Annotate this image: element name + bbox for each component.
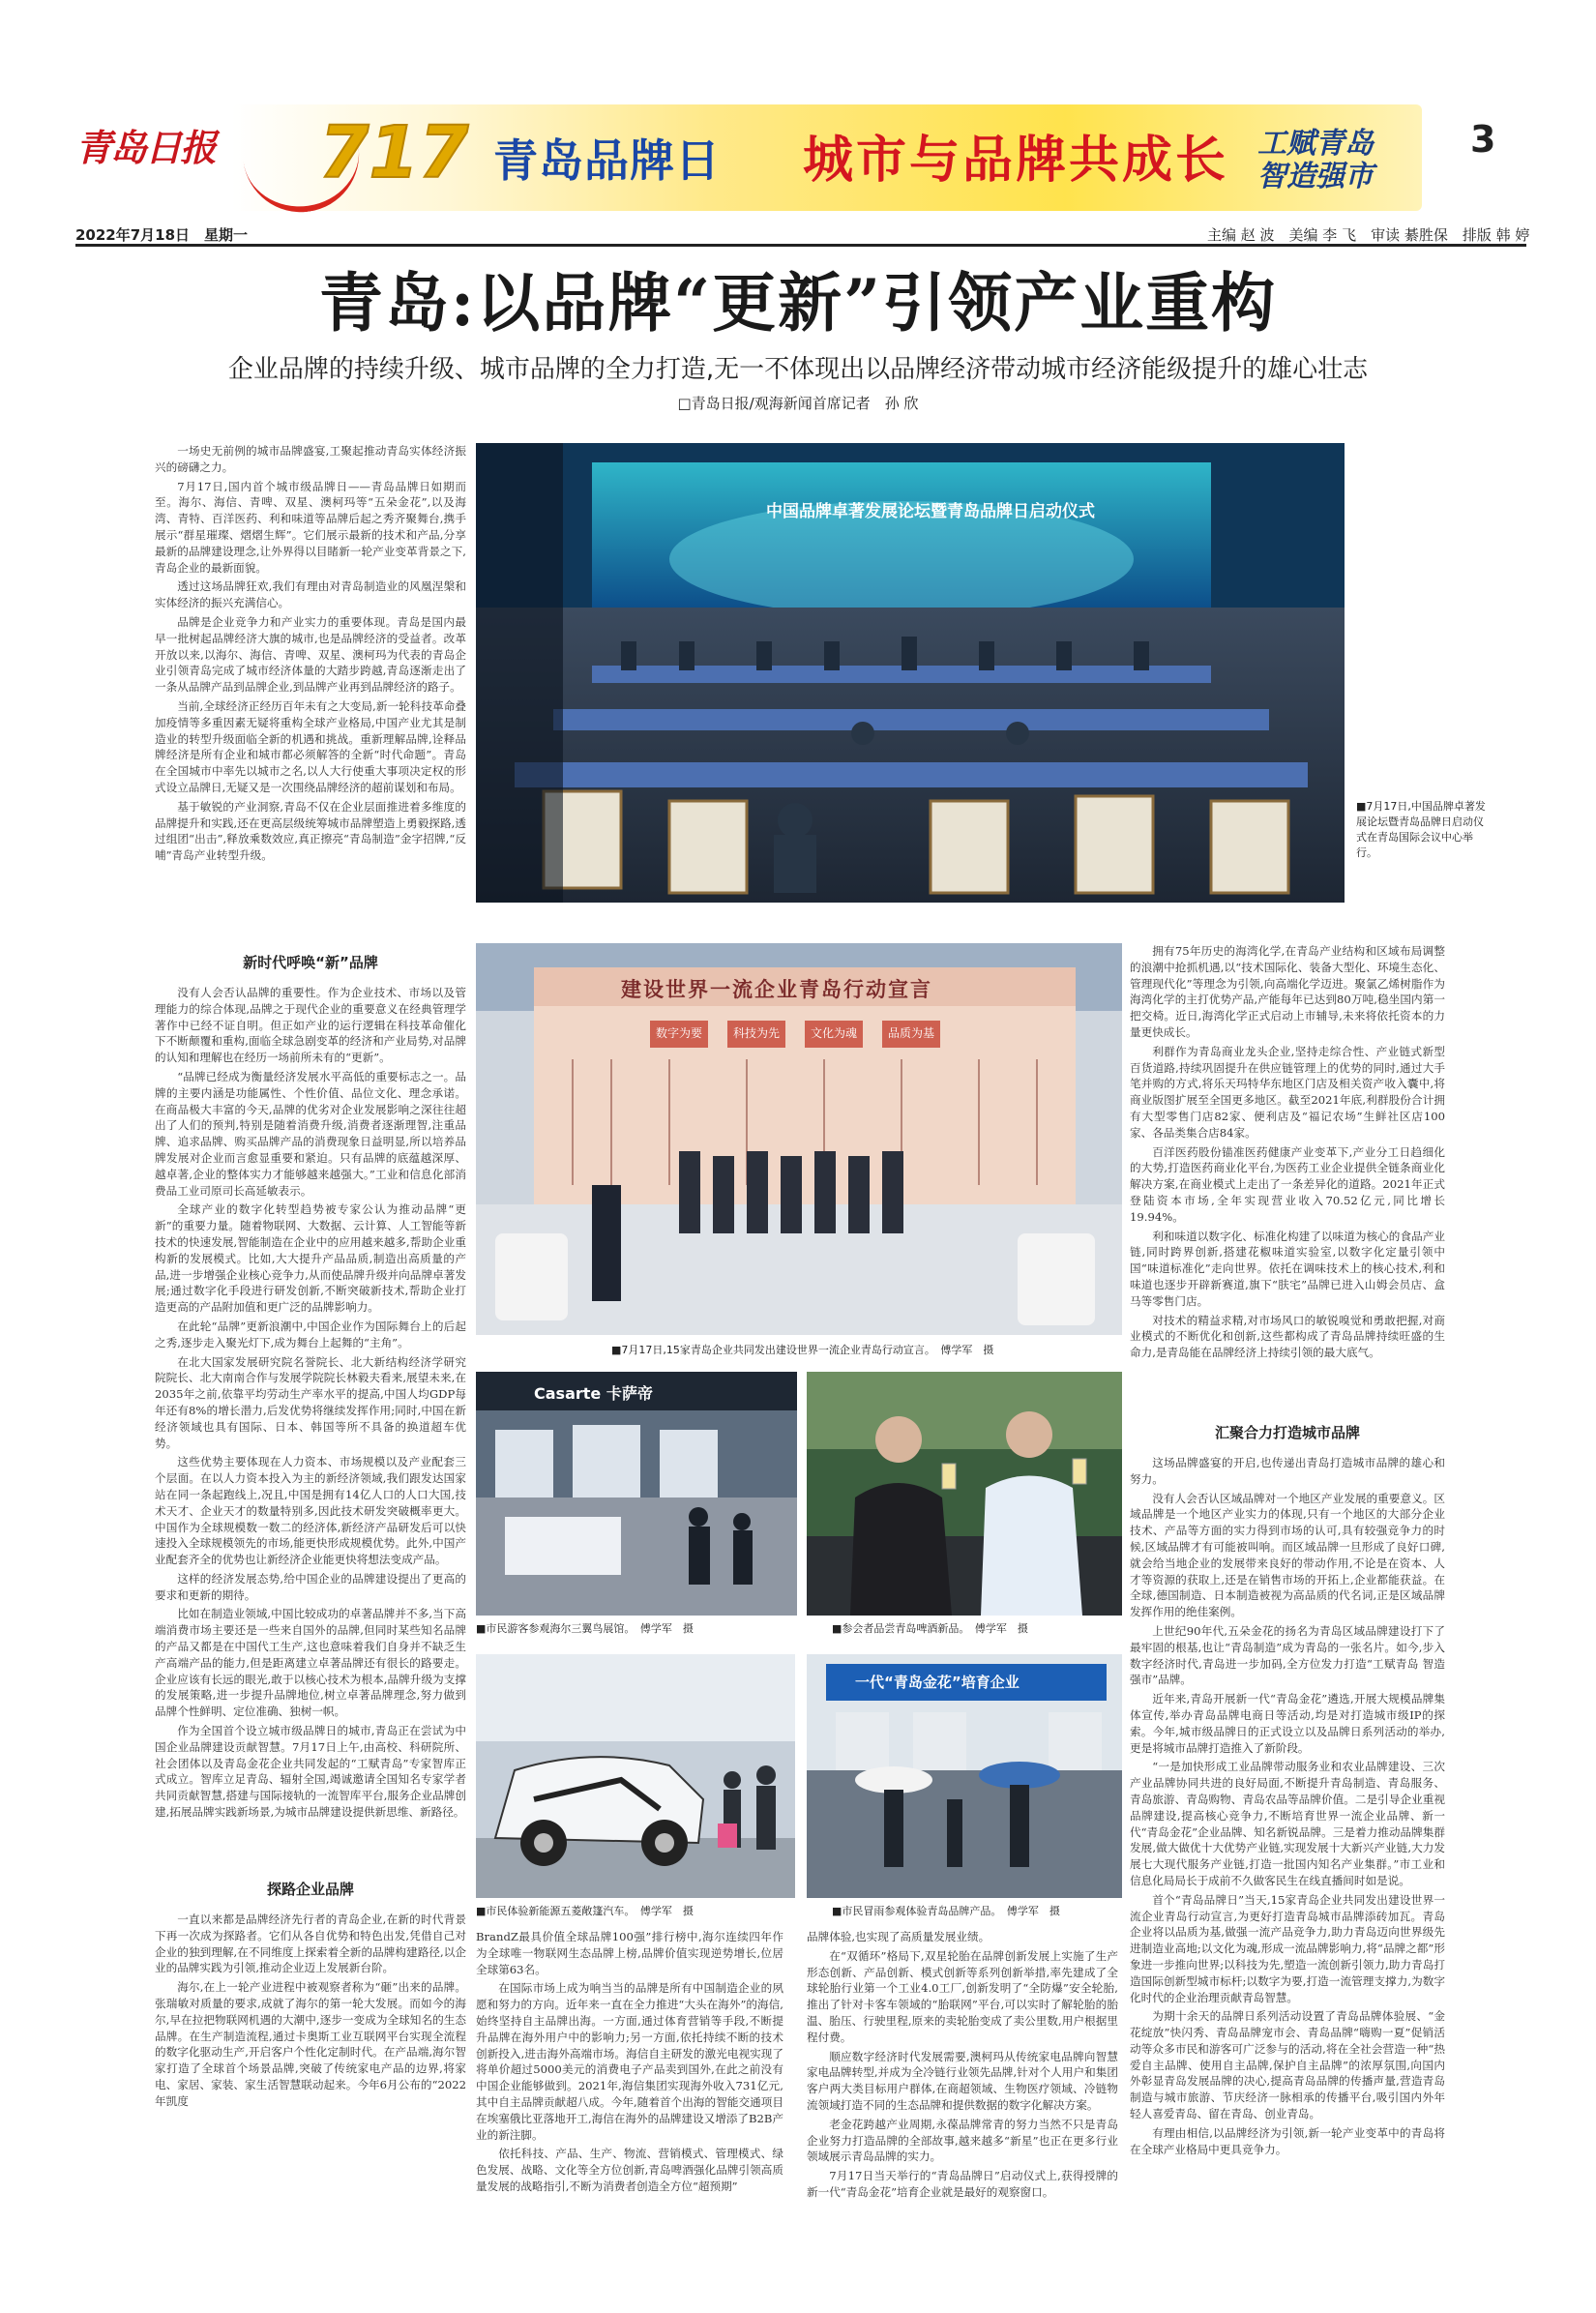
column-3-text: [807, 1929, 1118, 2258]
paragraph: 老金花跨越产业周期,永葆品牌常青的努力当然不只是青岛企业努力打造品牌的全部故事,越来越多“新星”也正在更多行业领域展示青岛品牌的实力。: [807, 2117, 1118, 2164]
paragraph: 依托科技、产品、生产、物流、营销模式、管理模式、绿色发展、战略、文化等全方位创新,青岛啤酒强化品牌引领高质量发展的战略指引,不断为消费者创造全方位“超预期”: [476, 2147, 783, 2193]
exhibition-sign: 一代“青岛金花”培育企业: [855, 1674, 1020, 1691]
column-4-text: [1130, 943, 1445, 1396]
photo-forum-ceremony: [476, 443, 1345, 903]
photo-caption: [611, 1343, 1114, 1358]
slogan-line-1: 工赋青岛: [1257, 127, 1374, 161]
paragraph: 在“双循环”格局下,双星轮胎在品牌创新发展上实施了生产形态创新、产品创新、模式创新等系列创新举措,率先建成了全球轮胎行业第一个工业4.0工厂,创新发明了“全防爆”安全轮胎,推出了针对卡客车领域的“胎联网”平台,可以实时了解轮胎的胎温、胎压、行驶里程,原来的卖轮胎变成了卖公里数,用户根据里程付费。: [807, 1948, 1118, 2044]
declaration-panel: 数字为要: [655, 1026, 702, 1040]
paragraph: 在国际市场上成为响当当的品牌是所有中国制造企业的夙愿和努力的方向。近年来一直在全力推进“大头在海外”的海信,始终坚持自主品牌出海。一方面,通过体育营销等手段,不断提升品牌在海外用户中的影响力;另一方面,依托持续不断的技术创新投入,进击海外高端市场。海信自主研发的激光电视实现了将单价超过5000美元的消费电子产品卖到国外,在此之前没有中国企业能够做到。2021年,海信集团实现海外收入731亿元,其中自主品牌贡献超八成。今年,随着首个出海的智能交通项目在埃塞俄比亚落地开工,海信在海外的品牌建设又增添了B2B产业的新注脚。: [476, 1981, 783, 2142]
photo-beer-tasting: [807, 1372, 1122, 1616]
caption-text: ■参会者品尝青岛啤酒新品。: [832, 1622, 964, 1635]
column-4-text-continued: [1130, 1455, 1445, 2260]
paragraph: 比如在制造业领域,中国比较成功的卓著品牌并不多,当下高端消费市场主要还是一些来自国外的品牌,但同时某些知名品牌的产品又都是在中国代工生产,这也意味着我们自身并不缺乏生产高端产品的能力,但是距离建立卓著品牌还有很长的路要走。企业应该有长远的眼光,敢于以核心技术为根本,品牌升级为支撑的发展策略,进一步提升品牌地位,树立卓著品牌理念,努力做到品牌个性鲜明、定位准确、独树一帜。: [155, 1607, 466, 1719]
photo-credit: 傅学军 摄: [639, 1622, 694, 1635]
brand-day-number: 717: [319, 111, 469, 194]
column-1-text: [155, 985, 466, 1867]
paragraph: 在此轮“品牌”更新浪潮中,中国企业作为国际舞台上的后起之秀,逐步走入聚光灯下,成为舞台上起舞的“主角”。: [155, 1319, 466, 1349]
slogan-line-2: 智造强市: [1257, 160, 1374, 193]
section-heading: 探路企业品牌: [266, 1881, 354, 1898]
photo-credit: 傅学军 摄: [974, 1622, 1028, 1635]
paragraph: 一直以来都是品牌经济先行者的青岛企业,在新的时代背景下再一次成为探路者。它们从各自优势和特色出发,凭借自己对企业的独到理解,在不同维度上探索着全新的品牌构建路径,以企业的品牌实践为引领,推动企业迈上发展新台阶。: [155, 1913, 466, 1975]
intro-text: [155, 443, 466, 927]
paragraph: 全球产业的数字化转型趋势被专家公认为推动品牌“更新”的重要力量。随着物联网、大数据、云计算、人工智能等新技术的快速发展,智能制造在企业中的应用越来越多,帮助企业重构新的发展模式。比如,大大提升产品品质,制造出高质量的产品,进一步增强企业核心竞争力,从而使品牌升级并向品牌卓著发展;通过数字化手段进行研发创新,不断突破新技术,帮助企业打造更高的产品附加值和更广泛的品牌影响力。: [155, 1202, 466, 1315]
paragraph: 顺应数字经济时代发展需要,澳柯玛从传统家电品牌向智慧家电品牌转型,并成为全冷链行业领先品牌,针对个人用户和集团客户两大类目标用户群体,在商超领域、生物医疗领域、冷链物流领域打造不同的生态品牌和提供数据的数字化解决方案。: [807, 2049, 1118, 2112]
banner-slogan: 城市与品牌共成长: [803, 132, 1229, 190]
paragraph: 品牌体验,也实现了高质量发展业绩。: [807, 1930, 990, 1943]
paragraph: 有理由相信,以品牌经济为引领,新一轮产业变革中的青岛将在全球产业格局中更具竞争力。: [1130, 2125, 1445, 2156]
issue-date: 2022年7月18日 星期一: [75, 226, 249, 244]
paragraph: 百洋医药股份锚准医药健康产业变革下,产业分工日趋细化的大势,打造医药商业化平台,为医药工业企业提供全链条商业化解决方案,在商业模式上走出了一条差异化的道路。2021年正式登陆资本市场,全年实现营业收入70.52亿元,同比增长19.94%。: [1130, 1144, 1445, 1224]
paragraph: 这场品牌盛宴的开启,也传递出青岛打造城市品牌的雄心和努力。: [1130, 1456, 1445, 1486]
paragraph: “一是加快形成工业品牌带动服务业和农业品牌建设、三次产业品牌协同共进的良好局面,不断提升青岛制造、青岛服务、青岛旅游、青岛购物、青岛农品等品牌价值。二是引导企业重视品牌建设,提高核心竞争力,不断培育世界一流企业品牌、新一代“青岛金花”企业品牌、知名新锐品牌。三是着力推动品牌集群发展,做大做优十大优势产业链,实现发展十大新兴产业链,大力发展七大现代服务产业链,打造一批国内知名产业集群。”市工业和信息化局局长于成前不久做客民生在线直播间时如是说。: [1130, 1760, 1445, 1887]
paragraph: 基于敏锐的产业洞察,青岛不仅在企业层面推进着多维度的品牌提升和实践,还在更高层级统筹城市品牌塑造上勇毅探路,透过组团“出击”,释放乘数效应,真正擦亮“青岛制造”金字招牌,“反哺”青岛产业转型升级。: [155, 799, 466, 863]
paragraph: 首个“青岛品牌日”当天,15家青岛企业共同发出建设世界一流企业青岛行动宣言,为更好打造青岛城市品牌添砖加瓦。青岛企业将以品质为基,做强一流产品竞争力,助力青岛迈向世界级先进制造业高地;以文化为魂,形成一流品牌影响力,将“品牌之都”形象进一步推向世界;以科技为先,塑造一流创新引领力,助力青岛打造国际创新型城市标杆;以数字为要,打造一流管理支撑力,为数字化时代的企业治理贡献青岛智慧。: [1130, 1892, 1445, 2004]
paragraph: 透过这场品牌狂欢,我们有理由对青岛制造业的风凰涅槃和实体经济的振兴充满信心。: [155, 579, 466, 610]
byline: □青岛日报/观海新闻首席记者 孙 欣: [677, 395, 919, 412]
paragraph: 上世纪90年代,五朵金花的扬名为青岛区域品牌建设打下了最牢固的根基,也让“青岛制造”成为青岛的一张名片。如今,步入数字经济时代,青岛进一步加码,全方位发力打造“工赋青岛 智造强市”品牌。: [1130, 1623, 1445, 1687]
section-heading: 新时代呼唤“新”品牌: [243, 954, 378, 971]
headline: 青岛:以品牌“更新”引领产业重构: [318, 265, 1278, 341]
masthead-rule: [75, 244, 1526, 247]
photo-credit: 傅学军 摄: [940, 1344, 994, 1356]
section-heading: 汇聚合力打造城市品牌: [1214, 1424, 1360, 1441]
subheadline: 企业品牌的持续升级、城市品牌的全力打造,无一不体现出以品牌经济带动城市经济能级提升的雄心壮志: [227, 355, 1369, 384]
paragraph: 当前,全球经济正经历百年未有之大变局,新一轮科技革命叠加疫情等多重因素无疑将重构全球产业格局,中国产业尤其是制造业的转型升级面临全新的机遇和挑战。重新理解品牌,诠释品牌经济是所有企业和城市都必须解答的全新“时代命题”。青岛在全国城市中率先以城市之名,以人大行使重大事项决定权的形式设立品牌日,无疑又是一次围绕品牌经济的超前谋划和布局。: [155, 698, 466, 794]
paragraph: 作为全国首个设立城市级品牌日的城市,青岛正在尝试为中国企业品牌建设贡献智慧。7月17日上午,由高校、科研院所、社会团体以及青岛金花企业共同发起的“工赋青岛”专家智库正式成立。智库立足青岛、辐射全国,竭诚邀请全国知名专家学者共同贡献智慧,搭建与国际接轨的一流智库平台,服务企业品牌创建,拓展品牌实践新场景,为城市品牌建设提供新思维、新路径。: [155, 1724, 466, 1820]
column-2-text: [476, 1929, 783, 2258]
paragraph: 这些优势主要体现在人力资本、市场规模以及产业配套三个层面。在以人力资本投入为主的新经济领域,我们跟发达国家站在同一条起跑线上,况且,中国是拥有14亿人口的人口大国,技术天才、企业天才的数量特别多,因此技术研发突破概率更大。中国作为全球规模数一数二的经济体,新经济产品研发后可以快速投入全球规模领先的市场,能更快形成规模优势。此外,中国产业配套齐全的优势也让新经济企业能更快将想法变成产品。: [155, 1455, 466, 1567]
photo-caption: [476, 1904, 795, 1919]
photo-wuling-car: [476, 1654, 795, 1898]
photo-haier-pavilion: [476, 1372, 797, 1616]
paragraph: 利和味道以数字化、标准化构建了以味道为核心的食品产业链,同时跨界创新,搭建花椒味道实验室,以数字化定量引领中国“味道标准化”走向世界。依托在调味技术上的核心技术,利和味道也逐步开辟新赛道,旗下“肤宅”品牌已进入山姆会员店、盒马等零售门店。: [1130, 1229, 1445, 1308]
photo-caption: ■7月17日,中国品牌卓著发展论坛暨青岛品牌日启动仪式在青岛国际会议中心举行。: [1356, 800, 1486, 859]
paragraph: 没有人会否认品牌的重要性。作为企业技术、市场以及管理能力的综合体现,品牌之于现代企业的重要意义在经典管理学著作中已经不证自明。但正如产业的运行逻辑在科技革命催化下不断颠覆和重构,面临全球急剧变革的经济和产业局势,对品牌的认知和理解也在经历一场前所未有的“更新”。: [155, 986, 466, 1065]
declaration-title: 建设世界一流企业青岛行动宣言: [621, 978, 932, 1001]
photo-declaration: [476, 943, 1122, 1335]
newspaper-logo: 青岛日报: [75, 126, 216, 169]
casarte-sign: Casarte 卡萨帝: [534, 1384, 653, 1403]
declaration-panel: 品质为基: [887, 1026, 934, 1040]
editor-credits: 主编 赵 波 美编 李 飞 审读 綦胜保 排版 韩 婷: [1207, 226, 1530, 244]
paragraph: BrandZ最具价值全球品牌100强”排行榜中,海尔连续四年作为全球唯一物联网生态品牌上榜,品牌价值实现逆势增长,位居全球第63名。: [476, 1930, 783, 1976]
declaration-panel: 科技为先: [732, 1026, 780, 1040]
paragraph: 对技术的精益求精,对市场风口的敏锐嗅觉和勇敢把握,对商业模式的不断优化和创新,这些都构成了青岛品牌持续旺盛的生命力,是青岛能在品牌经济上持续引领的最大底气。: [1130, 1313, 1445, 1360]
photo-caption: [832, 1904, 1122, 1919]
paragraph: 品牌是企业竞争力和产业实力的重要体现。青岛是国内最早一批树起品牌经济大旗的城市,也是品牌经济的受益者。改革开放以来,以海尔、海信、青啤、双星、澳柯玛为代表的青岛企业引领青岛完成了城市经济体量的大踏步跨越,青岛逐渐走出了一条从品牌产品到品牌企业,到品牌产业再到品牌经济的路子。: [155, 614, 466, 695]
paragraph: 在北大国家发展研究院名誉院长、北大新结构经济学研究院院长、北大南南合作与发展学院院长林毅夫看来,展望未来,在2035年之前,依靠平均劳动生产率水平的提高,中国人均GDP每年还有8%的增长潜力,后发优势将继续发挥作用;同时,中国在新经济领域也具有国际、日本、韩国等所不具备的换道超车优势。: [155, 1354, 466, 1450]
paragraph: 这样的经济发展态势,给中国企业的品牌建设提出了更高的要求和更新的期待。: [155, 1571, 466, 1602]
paragraph: 利群作为青岛商业龙头企业,坚持走综合性、产业链式新型百货道路,持续巩固提升在供应链管理上的优势的同时,通过大手笔并购的方式,将乐天玛特华东地区门店及相关资产收入囊中,将商业版图扩展至全国更多地区。截至2021年底,利群股份合计拥有大型零售门店82家、便利店及“福记农场”生鲜社区店100家、各品类集合店84家。: [1130, 1044, 1445, 1140]
page-number: 3: [1470, 118, 1496, 161]
photo-credit: 傅学军 摄: [1006, 1905, 1060, 1917]
brand-day-title: 青岛品牌日: [493, 134, 721, 187]
paragraph: 为期十余天的品牌日系列活动设置了青岛品牌体验展、“金花绽放”快闪秀、青岛品牌宠市会、青岛品牌“嗨购一夏”促销活动等众多市民和游客可广泛参与的活动,将在全社会营造一种“热爱自主品牌、使用自主品牌,保护自主品牌”的浓厚氛围,向国内外彰显青岛发展品牌的决心,提高青岛品牌的传播声量,营造青岛制造与城市旅游、节庆经济一脉相承的传播平台,吸引国内外年轻人喜爱青岛、留在青岛、创业青岛。: [1130, 2009, 1445, 2121]
paragraph: 近年来,青岛开展新一代“青岛金花”遴选,开展大规模品牌集体宣传,举办青岛品牌电商日等活动,均是对打造城市级IP的探索。今年,城市级品牌日的正式设立以及品牌日系列活动的举办,更是将城市品牌打造推入了新阶段。: [1130, 1692, 1445, 1755]
paragraph: 7月17日当天举行的“青岛品牌日”启动仪式上,获得授牌的新一代“青岛金花”培育企业就是最好的观察窗口。: [807, 2169, 1118, 2199]
column-1-text-continued: [155, 1912, 466, 2260]
paragraph: 拥有75年历史的海湾化学,在青岛产业结构和区域布局调整的浪潮中抢抓机遇,以“技术国际化、装备大型化、环境生态化、管理现代化”等理念为引领,向高端化学迈进。聚氯乙烯树脂作为海湾化学的主打优势产品,产能每年已达到80万吨,稳坐国内第一把交椅。近日,海湾化学正式启动上市辅导,未来将依托资本的力量更快成长。: [1130, 944, 1445, 1039]
caption-text: ■市民体验新能源五菱敞篷汽车。: [476, 1905, 630, 1917]
paragraph: 没有人会否认区域品牌对一个地区产业发展的重要意义。区域品牌是一个地区产业实力的体现,只有一个地区的大部分企业技术、产品等方面的实力得到市场的认可,具有较强竞争力的时候,区域品牌才有可能被叫响。而区域品牌一旦形成了良好口碑,就会给当地企业的发展带来良好的带动作用,不论是在资本、人才等资源的获取上,还是在销售市场的开拓上,企业都能获益。在全球,德国制造、日本制造被视为高品质的代名词,正是区域品牌发挥作用的绝佳案例。: [1130, 1491, 1445, 1619]
forum-banner-text: 中国品牌卓著发展论坛暨青岛品牌日启动仪式: [766, 502, 1095, 521]
caption-text: ■市民冒雨参观体验青岛品牌产品。: [832, 1905, 996, 1917]
caption-text: ■7月17日,15家青岛企业共同发出建设世界一流企业青岛行动宣言。: [611, 1344, 931, 1356]
photo-caption: [832, 1621, 1122, 1637]
paragraph: “品牌已经成为衡量经济发展水平高低的重要标志之一。品牌的主要内涵是功能属性、个性价值、品位文化、理念承诺。在商品极大丰富的今天,品牌的优劣对企业发展影响之深往往超出了人们的预判,特别是随着消费升级,消费者逐渐理智,注重品牌、追求品牌、购买品牌产品的消费现象日益明显,所以培养品牌发展对企业而言愈显重要和紧迫。只有品牌的底蕴越深厚、越卓著,企业的整体实力才能够越来越强大。”工业和信息化部消费品工业司原司长高延敏表示。: [155, 1069, 466, 1198]
declaration-panel: 文化为魂: [810, 1026, 857, 1040]
paragraph: 7月17日,国内首个城市级品牌日——青岛品牌日如期而至。海尔、海信、青啤、双星、澳柯玛等“五朵金花”,以及海湾、青特、百洋医药、利和味道等品牌后起之秀齐聚舞台,携手展示“群星璀璨、熠熠生辉”。它们展示最新的技术和产品,分享最新的品牌建设理念,让外界得以目睹新一轮产业变革背景之下,青岛企业的最新面貌。: [155, 479, 466, 575]
caption-text: ■市民游客参观海尔三翼鸟展馆。: [476, 1622, 630, 1635]
photo-rain-visitors: [807, 1654, 1122, 1898]
paragraph: 一场史无前例的城市品牌盛宴,工聚起推动青岛实体经济振兴的磅礴之力。: [155, 444, 466, 474]
photo-caption: [476, 1621, 797, 1637]
paragraph: 海尔,在上一轮产业进程中被观察者称为“砸”出来的品牌。张瑞敏对质量的要求,成就了海尔的第一轮大发展。而如今的海尔,早在拉把物联网机遇的大潮中,逐步一变成为全球知名的生态品牌。在生产制造流程,通过卡奥斯工业互联网平台实现全流程的数字化驱动生产,开启客户个性化定制时代。在产品端,海尔智家打造了全球首个场景品牌,突破了传统家电产品的边界,将家电、家居、家装、家生活智慧联动起来。今年6月公布的“2022年凯度: [155, 1980, 466, 2108]
photo-credit: 傅学军 摄: [639, 1905, 694, 1917]
